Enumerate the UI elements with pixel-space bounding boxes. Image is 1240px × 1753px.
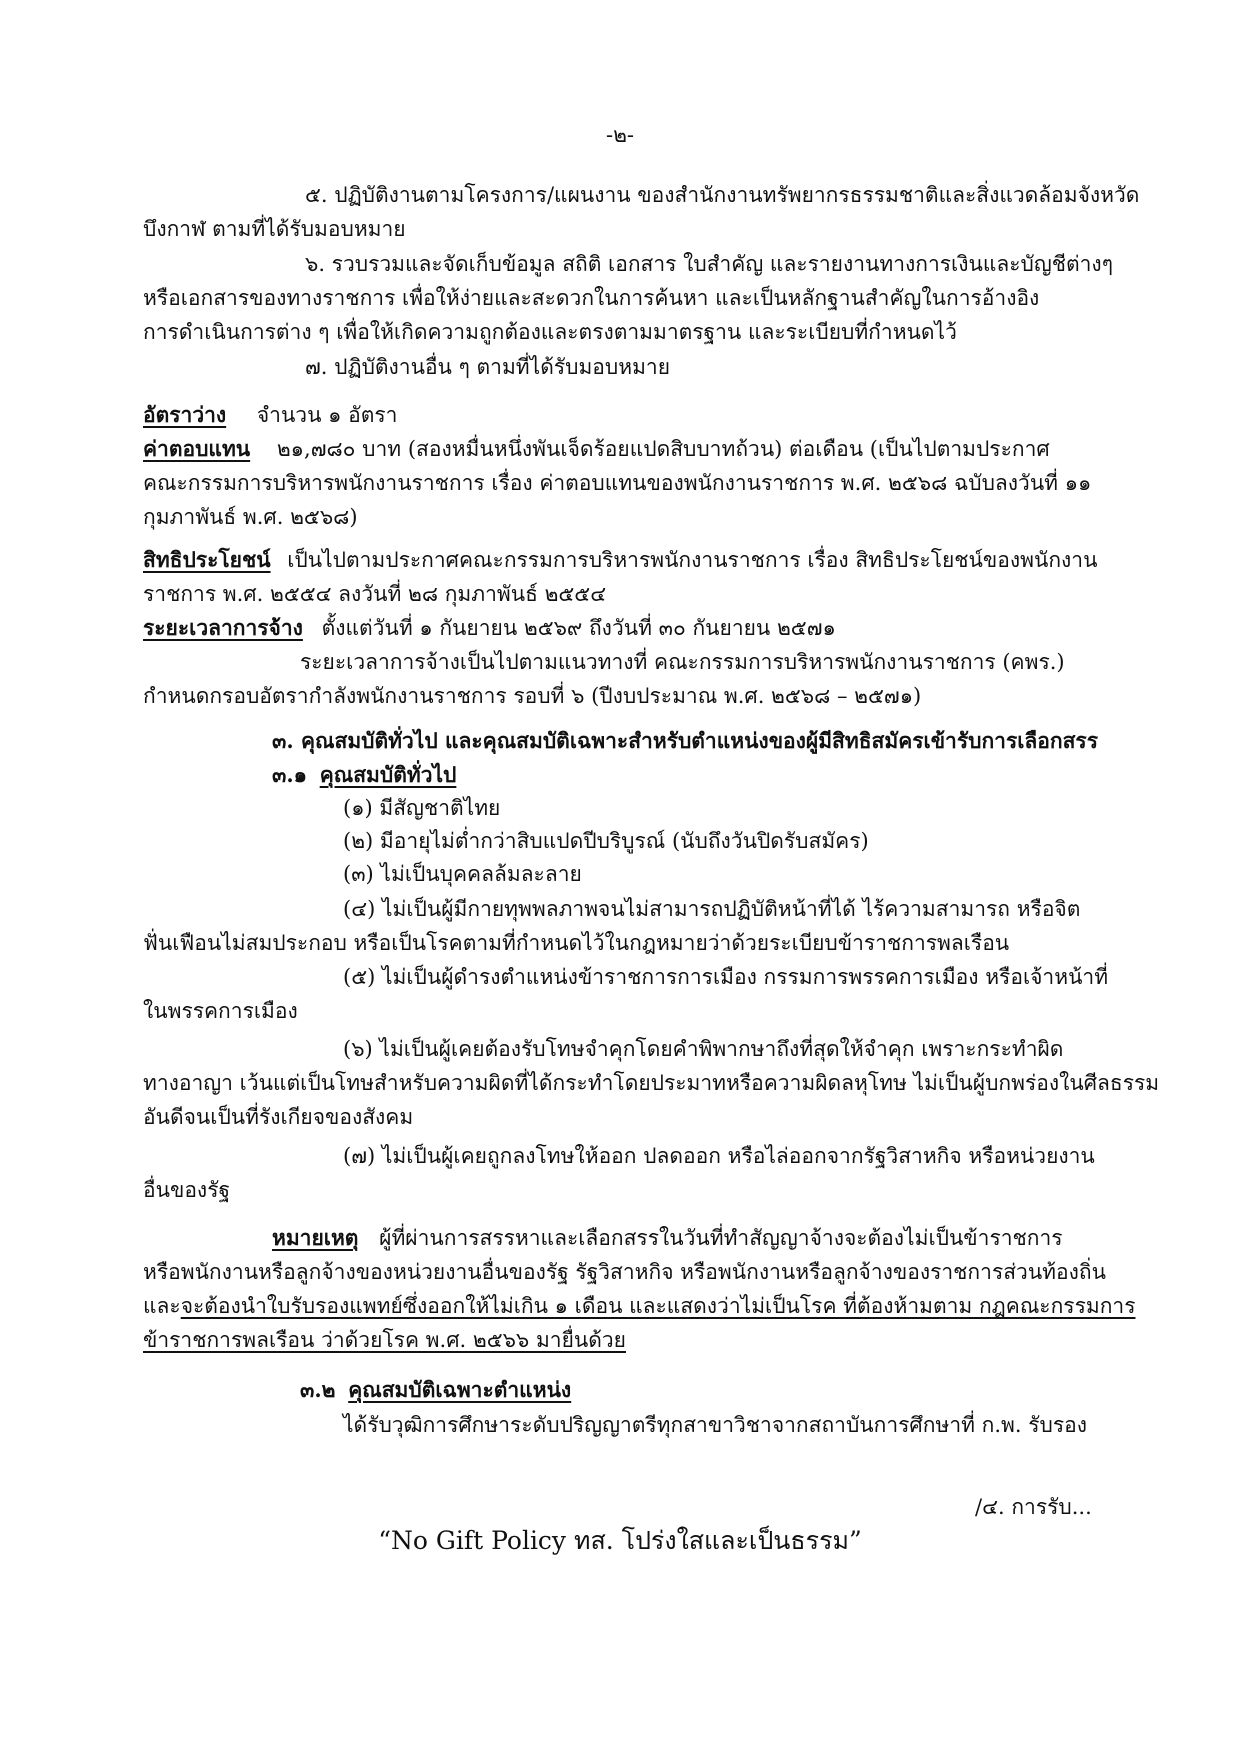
period-label: ระยะเวลาการจ้าง <box>143 615 303 640</box>
duty-item-5-line-2: บึงกาฬ ตามที่ได้รับมอบหมาย <box>143 217 406 241</box>
compensation-row <box>143 432 1050 466</box>
benefits-row <box>143 543 1097 577</box>
section-3-heading: ๓. คุณสมบัติทั่วไป และคุณสมบัติเฉพาะสำหรับตำแหน่งของผู้มีสิทธิสมัครเข้ารับการเลือกสรร <box>272 728 1098 753</box>
section-3-1-number: ๓.๑ <box>272 762 307 787</box>
section-3-2-title: คุณสมบัติเฉพาะตำแหน่ง <box>348 1377 572 1402</box>
qualification-3: (๓) ไม่เป็นบุคคลล้มละลาย <box>343 862 582 886</box>
note-line-4: ข้าราชการพลเรือน ว่าด้วยโรค พ.ศ. ๒๕๖๖ มายื่นด้วย <box>143 1328 626 1352</box>
qualification-7-line-2: อื่นของรัฐ <box>143 1178 231 1202</box>
qualification-1: (๑) มีสัญชาติไทย <box>343 796 501 820</box>
qualification-4-line-1: (๔) ไม่เป็นผู้มีกายทุพพลภาพจนไม่สามารถปฏิบัติหน้าที่ได้ ไร้ความสามารถ หรือจิต <box>343 897 1081 921</box>
section-3-1-title: คุณสมบัติทั่วไป <box>319 762 457 787</box>
qualification-5-line-2: ในพรรคการเมือง <box>143 999 298 1023</box>
section-3-2-text: ได้รับวุฒิการศึกษาระดับปริญญาตรีทุกสาขาวิชาจากสถาบันการศึกษาที่ ก.พ. รับรอง <box>343 1413 1087 1437</box>
note-line-1: ผู้ที่ผ่านการสรรหาและเลือกสรรในวันที่ทำสัญญาจ้างจะต้องไม่เป็นข้าราชการ <box>379 1226 1063 1250</box>
note-row <box>272 1221 1063 1255</box>
benefits-line-1: เป็นไปตามประกาศคณะกรรมการบริหารพนักงานราชการ เรื่อง สิทธิประโยชน์ของพนักงาน <box>287 548 1098 572</box>
period-line-3: กำหนดกรอบอัตรากำลังพนักงานราชการ รอบที่ ๖ (ปีงบประมาณ พ.ศ. ๒๕๖๘ – ๒๕๗๑) <box>143 684 922 708</box>
compensation-line-3: กุมภาพันธ์ พ.ศ. ๒๕๖๘) <box>143 505 358 529</box>
compensation-line-2: คณะกรรมการบริหารพนักงานราชการ เรื่อง ค่าตอบแทนของพนักงานราชการ พ.ศ. ๒๕๖๘ ฉบับลงวันที่ ๑๑ <box>143 471 1092 495</box>
qualification-7-line-1: (๗) ไม่เป็นผู้เคยถูกลงโทษให้ออก ปลดออก หรือไล่ออกจากรัฐวิสาหกิจ หรือหน่วยงาน <box>343 1144 1095 1168</box>
section-3-1-heading <box>272 758 456 792</box>
vacancy-label: อัตราว่าง <box>143 402 227 427</box>
qualification-5-line-1: (๕) ไม่เป็นผู้ดำรงตำแหน่งข้าราชการการเมือง กรรมการพรรคการเมือง หรือเจ้าหน้าที่ <box>343 965 1109 989</box>
period-line-2: ระยะเวลาการจ้างเป็นไปตามแนวทางที่ คณะกรรมการบริหารพนักงานราชการ (คพร.) <box>300 650 1065 674</box>
duty-item-5-line-1: ๕. ปฏิบัติงานตามโครงการ/แผนงาน ของสำนักงานทรัพยากรธรรมชาติและสิ่งแวดล้อมจังหวัด <box>305 183 1140 207</box>
qualification-4-line-2: ฟั่นเฟือนไม่สมประกอบ หรือเป็นโรคตามที่กำหนดไว้ในกฎหมายว่าด้วยระเบียบข้าราชการพลเรือน <box>143 931 1010 955</box>
qualification-2: (๒) มีอายุไม่ต่ำกว่าสิบแปดปีบริบูรณ์ (นับถึงวันปิดรับสมัคร) <box>343 829 869 853</box>
duty-item-7: ๗. ปฏิบัติงานอื่น ๆ ตามที่ได้รับมอบหมาย <box>305 355 671 379</box>
compensation-line-1: ๒๑,๗๘๐ บาท (สองหมื่นหนึ่งพันเจ็ดร้อยแปดสิบบาทถ้วน) ต่อเดือน (เป็นไปตามประกาศ <box>276 437 1050 461</box>
note-line-3-underlined: จะต้องนำใบรับรองแพทย์ซึ่งออกให้ไม่เกิน ๑ เดือน และแสดงว่าไม่เป็นโรค ที่ต้องห้ามตาม กฎคณะกรรมการ <box>180 1294 1136 1318</box>
period-row <box>143 611 836 645</box>
benefits-line-2: ราชการ พ.ศ. ๒๕๕๔ ลงวันที่ ๒๘ กุมภาพันธ์ ๒๕๕๔ <box>143 582 607 606</box>
duty-item-6-line-3: การดำเนินการต่าง ๆ เพื่อให้เกิดความถูกต้องและตรงตามมาตรฐาน และระเบียบที่กำหนดไว้ <box>143 320 957 344</box>
qualification-6-line-2: ทางอาญา เว้นแต่เป็นโทษสำหรับความผิดที่ได้กระทำโดยประมาทหรือความผิดลหุโทษ ไม่เป็นผู้บกพร่องในศีลธรรม <box>143 1071 1160 1095</box>
qualification-6-line-1: (๖) ไม่เป็นผู้เคยต้องรับโทษจำคุกโดยคำพิพากษาถึงที่สุดให้จำคุก เพราะกระทำผิด <box>343 1037 1064 1061</box>
qualification-6-line-3: อันดีจนเป็นที่รังเกียจของสังคม <box>143 1105 414 1129</box>
benefits-label: สิทธิประโยชน์ <box>143 547 271 572</box>
note-label: หมายเหตุ <box>272 1225 359 1250</box>
period-line-1: ตั้งแต่วันที่ ๑ กันยายน ๒๕๖๙ ถึงวันที่ ๓๐ กันยายน ๒๕๗๑ <box>321 616 836 640</box>
continuation-marker: /๔. การรับ... <box>975 1495 1092 1519</box>
duty-item-6-line-1: ๖. รวบรวมและจัดเก็บข้อมูล สถิติ เอกสาร ใบสำคัญ และรายงานทางการเงินและบัญชีต่างๆ <box>305 252 1113 276</box>
page-number: -๒- <box>605 123 635 147</box>
note-line-2: หรือพนักงานหรือลูกจ้างของหน่วยงานอื่นของรัฐ รัฐวิสาหกิจ หรือพนักงานหรือลูกจ้างของราชการส่วนท้องถิ่น <box>143 1260 1106 1284</box>
compensation-label: ค่าตอบแทน <box>143 436 251 461</box>
vacancy-value: จำนวน ๑ อัตรา <box>256 403 398 427</box>
vacancy-row <box>143 398 397 432</box>
duty-item-6-line-2: หรือเอกสารของทางราชการ เพื่อให้ง่ายและสะดวกในการค้นหา และเป็นหลักฐานสำคัญในการอ้างอิง <box>143 286 1040 310</box>
note-line-3-plain: และ <box>143 1294 181 1318</box>
footer-slogan: “No Gift Policy ทส. โปร่งใสและเป็นธรรม” <box>378 1526 862 1555</box>
section-3-2-number: ๓.๒ <box>300 1377 336 1402</box>
section-3-2-heading <box>300 1373 571 1407</box>
note-line-3 <box>143 1289 1135 1323</box>
